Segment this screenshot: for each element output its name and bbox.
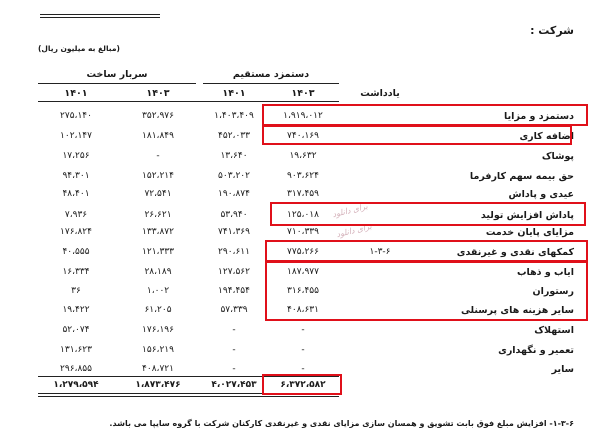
watermark-stamp-2: برای دانلود — [335, 221, 373, 240]
highlight-box-cash-benefits — [265, 240, 588, 262]
row-direct-1401: ۱۹۴،۴۵۴ — [218, 286, 250, 296]
row-label: دستمزد و مزایا — [504, 111, 574, 122]
row-overhead-1403: ۷۲،۵۴۱ — [144, 189, 172, 199]
note-column-header: یادداشت — [360, 88, 400, 99]
row-direct-1403: ۱۸۷،۹۷۷ — [287, 267, 319, 277]
row-label: مزایای پایان خدمت — [485, 227, 574, 238]
manufacturing-overhead-header: سربار ساخت — [86, 69, 148, 80]
row-label: اضافه کاری — [519, 131, 574, 142]
row-overhead-1401: ۱۰۲،۱۴۷ — [60, 131, 92, 141]
highlight-box-overtime — [262, 125, 572, 145]
row-note: ۱-۳-۶ — [369, 247, 391, 257]
company-label: شرکت : — [530, 24, 574, 37]
row-overhead-1401: ۱۷،۲۵۶ — [62, 151, 90, 161]
row-overhead-1403: ۱۷۶،۱۹۶ — [142, 325, 174, 335]
row-label: پوشاک — [541, 151, 574, 162]
overhead-header-underline — [38, 83, 196, 84]
row-direct-1401: ۱،۴۰۳،۴۰۹ — [214, 111, 254, 121]
row-direct-1403: - — [301, 364, 305, 374]
row-direct-1403: - — [301, 345, 305, 355]
row-label: تعمیر و نگهداری — [498, 345, 574, 356]
row-direct-1403: ۴۰۸،۶۳۱ — [287, 305, 319, 315]
watermark-stamp: برای دانلود — [331, 201, 369, 220]
row-overhead-1401: ۱۷۶،۸۲۴ — [60, 227, 92, 237]
highlight-box-wages — [262, 104, 588, 126]
direct-wages-header: دستمزد مستقیم — [232, 69, 310, 80]
highlight-box-total — [262, 374, 342, 395]
totals-double-rule — [38, 396, 339, 397]
row-label: ایاب و ذهاب — [516, 267, 574, 278]
row-direct-1403: ۹۰۳،۶۲۴ — [287, 171, 319, 181]
row-direct-1401: ۱۹۰،۸۷۴ — [218, 189, 250, 199]
row-direct-1401: ۵۳،۹۴۰ — [220, 210, 248, 220]
row-overhead-1401: ۴۸،۴۰۱ — [62, 189, 90, 199]
row-direct-1401: ۱۲۷،۵۶۲ — [218, 267, 250, 277]
row-overhead-1403: - — [156, 151, 160, 161]
direct-1403-header: ۱۴۰۳ — [291, 88, 315, 99]
row-direct-1403: ۳۱۶،۴۵۵ — [287, 286, 319, 296]
row-overhead-1401: ۲۹۶،۸۵۵ — [60, 364, 92, 374]
row-overhead-1403: ۶۱،۲۰۵ — [144, 305, 172, 315]
row-label: پاداش افزایش تولید — [480, 210, 574, 221]
row-label: سایر هزینه های پرسنلی — [460, 305, 574, 316]
highlight-box-production-bonus — [270, 202, 586, 226]
row-direct-1401: - — [232, 345, 236, 355]
total-direct-1401: ۴،۰۲۷،۴۵۳ — [211, 380, 257, 390]
row-overhead-1401: ۱۹،۴۲۲ — [62, 305, 90, 315]
row-direct-1403: ۱۹،۶۳۲ — [289, 151, 317, 161]
row-direct-1403: ۷۴۰،۱۶۹ — [287, 131, 319, 141]
row-label: استهلاک — [534, 325, 574, 336]
row-overhead-1401: ۱۶،۳۳۴ — [62, 267, 90, 277]
top-rule — [40, 14, 160, 15]
row-label: عیدی و پاداش — [508, 189, 574, 200]
row-direct-1401: ۴۵۲،۰۳۳ — [218, 131, 250, 141]
row-overhead-1403: ۳۵۲،۹۷۶ — [142, 111, 174, 121]
row-overhead-1403: ۱۳۳،۸۷۲ — [142, 227, 174, 237]
direct-header-underline — [203, 83, 339, 84]
footnote: ۱-۳-۶- افزایش مبلغ فوق بابت تشویق و همسان سازی مزایای نقدی و غیرنقدی کارکنان شرکت با گروه سایپا می باشد. — [109, 419, 574, 428]
row-overhead-1401: ۵۲،۰۷۴ — [62, 325, 90, 335]
row-direct-1401: - — [232, 325, 236, 335]
row-overhead-1403: ۱،۰۰۲ — [146, 286, 170, 296]
row-label: کمکهای نقدی و غیرنقدی — [456, 247, 574, 258]
overhead-1401-header: ۱۴۰۱ — [64, 88, 88, 99]
row-overhead-1403: ۱۲۱،۳۳۳ — [142, 247, 174, 257]
row-direct-1403: ۱۲۵،۰۱۸ — [287, 210, 319, 220]
total-direct-1403: ۶،۳۷۲،۵۸۲ — [280, 380, 326, 390]
top-rule-2 — [40, 17, 160, 18]
row-overhead-1403: ۱۵۶،۲۱۹ — [142, 345, 174, 355]
row-overhead-1401: ۳۶ — [71, 286, 81, 296]
row-direct-1401: ۵۷،۳۳۹ — [220, 305, 248, 315]
highlight-box-transport-restaurant-other — [265, 261, 588, 321]
row-direct-1403: ۷۱۰،۳۳۹ — [287, 227, 319, 237]
unit-note: (مبالغ به میلیون ریال) — [38, 44, 120, 53]
row-overhead-1403: ۱۸۱،۸۴۹ — [142, 131, 174, 141]
row-direct-1401: ۱۳،۶۴۰ — [220, 151, 248, 161]
column-header-underline — [38, 101, 339, 102]
row-direct-1401: - — [232, 364, 236, 374]
row-overhead-1403: ۲۸،۱۸۹ — [144, 267, 172, 277]
row-direct-1403: ۷۷۵،۲۶۶ — [287, 247, 319, 257]
row-overhead-1403: ۱۵۲،۲۱۴ — [142, 171, 174, 181]
row-overhead-1401: ۹۴،۳۰۱ — [62, 171, 90, 181]
direct-1401-header: ۱۴۰۱ — [222, 88, 246, 99]
row-overhead-1401: ۴۰،۵۵۵ — [62, 247, 90, 257]
row-overhead-1403: ۲۶،۶۲۱ — [144, 210, 172, 220]
row-overhead-1401: ۱۳۱،۶۲۳ — [60, 345, 92, 355]
total-overhead-1401: ۱،۲۷۹،۵۹۴ — [53, 380, 99, 390]
row-direct-1401: ۷۴۱،۳۶۹ — [218, 227, 250, 237]
row-direct-1403: - — [301, 325, 305, 335]
row-direct-1403: ۳۱۷،۴۵۹ — [287, 189, 319, 199]
row-overhead-1401: ۲۷۵،۱۴۰ — [60, 111, 92, 121]
row-direct-1403: ۱،۹۱۹،۰۱۲ — [283, 111, 323, 121]
row-direct-1401: ۲۹۰،۶۱۱ — [218, 247, 250, 257]
row-label: رستوران — [532, 286, 574, 297]
overhead-1403-header: ۱۴۰۳ — [146, 88, 170, 99]
row-direct-1401: ۵۰۳،۲۰۲ — [218, 171, 250, 181]
row-overhead-1401: ۷،۹۳۶ — [64, 210, 88, 220]
row-overhead-1403: ۴۰۸،۷۲۱ — [142, 364, 174, 374]
total-overhead-1403: ۱،۸۷۳،۴۷۶ — [135, 380, 181, 390]
row-label: حق بیمه سهم کارفرما — [469, 171, 574, 182]
row-label: سایر — [551, 364, 574, 375]
